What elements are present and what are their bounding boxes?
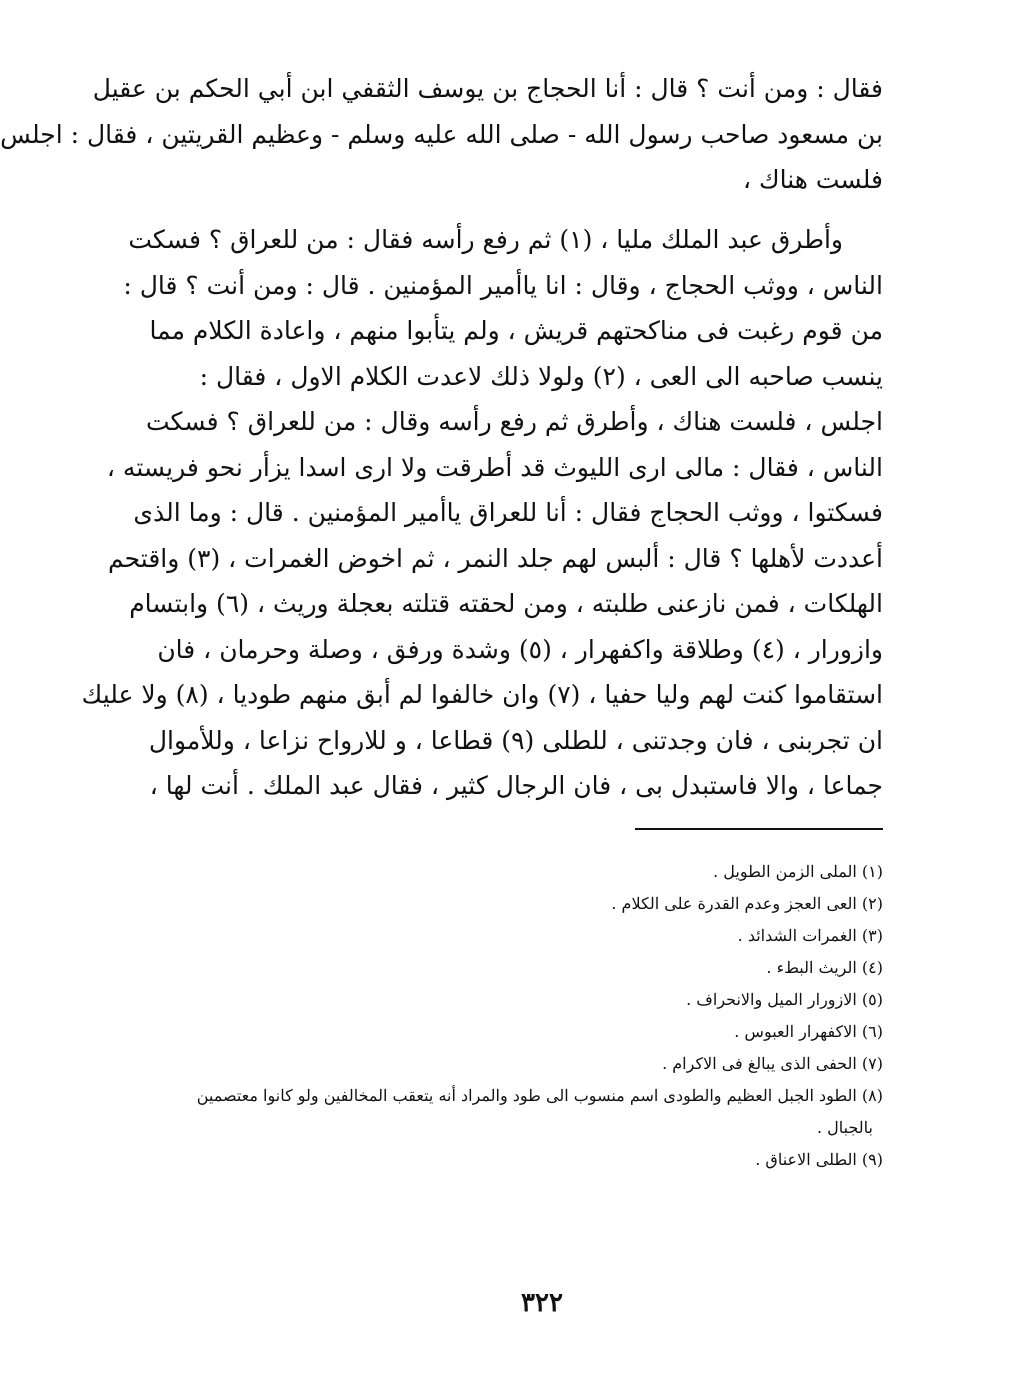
page-number: ٣٢٢ [521,1288,563,1318]
text-line: فقال : ومن أنت ؟ قال : أنا الحجاج بن يوسف الثقفي ابن أبي الحكم بن عقيل [92,74,883,103]
footnote-line: (٥) الازورار الميل والانحراف . [686,990,883,1009]
text-line: وازورار ، (٤) وطلاقة واكفهرار ، (٥) وشدة ورفق ، وصلة وحرمان ، فان [157,634,883,664]
text-line: الناس ، ووثب الحجاج ، وقال : انا ياأمير المؤمنين . قال : ومن أنت ؟ قال : [123,270,883,300]
footnote-line: (٨) الطود الجبل العظيم والطودى اسم منسوب الى طود والمراد أنه يتعقب المخالفين ولو كانوا معتصمين [196,1086,883,1105]
footnote-line: (٢) العى العجز وعدم القدرة على الكلام . [611,894,883,913]
footnotes [193,856,883,1176]
text-line: الناس ، فقال : مالى ارى الليوث قد أطرقت ولا ارى اسدا يزأر نحو فريسته ، [106,452,883,482]
footnote-line: (٤) الريث البطء . [766,958,883,977]
text-line: جماعا ، والا فاستبدل بى ، فان الرجال كثير ، فقال عبد الملك . أنت لها ، [149,771,883,800]
footnote-separator-rule [635,828,883,830]
text-line: ان تجربنى ، فان وجدتنى ، للطلى (٩) قطاعا ، و للارواح نزاعا ، وللأموال [148,725,883,755]
footnote-line: (٣) الغمرات الشدائد . [737,926,883,945]
footnote-line: (١) الملى الزمن الطويل . [713,862,883,881]
text-line: ينسب صاحبه الى العى ، (٢) ولولا ذلك لاعدت الكلام الاول ، فقال : [199,361,883,391]
main-text-paragraph-1 [0,66,883,203]
text-line: اجلس ، فلست هناك ، وأطرق ثم رفع رأسه وقال : من للعراق ؟ فسكت [146,407,883,436]
text-line: فسكتوا ، ووثب الحجاج فقال : أنا للعراق ياأمير المؤمنين . قال : وما الذى [133,498,883,527]
text-line: الهلكات ، فمن نازعنى طلبته ، ومن لحقته قتلته بعجلة وريث ، (٦) وابتسام [129,589,883,618]
footnote-line: (٦) الاكفهرار العبوس . [734,1022,883,1041]
text-line: أعددت لأهلها ؟ قال : ألبس لهم جلد النمر ، ثم اخوض الغمرات ، (٣) واقتحم [108,543,883,573]
text-line: وأطرق عبد الملك مليا ، (١) ثم رفع رأسه فقال : من للعراق ؟ فسكت [128,225,843,254]
footnote-line: (٧) الحفى الذى يبالغ فى الاكرام . [662,1054,883,1073]
footnote-line: بالجبال . [816,1118,873,1137]
main-text-paragraph-2 [81,217,883,809]
text-line: من قوم رغبت فى مناكحتهم قريش ، ولم يتأبوا منهم ، واعادة الكلام مما [149,316,883,345]
text-line: استقاموا كنت لهم وليا حفيا ، (٧) وان خالفوا لم أبق منهم طوديا ، (٨) ولا عليك [81,680,883,709]
footnote-line: (٩) الطلى الاعناق . [755,1150,883,1169]
text-line: بن مسعود صاحب رسول الله - صلى الله عليه وسلم - وعظيم القريتين ، فقال : اجلس [0,119,883,149]
text-line: فلست هناك ، [743,165,883,194]
